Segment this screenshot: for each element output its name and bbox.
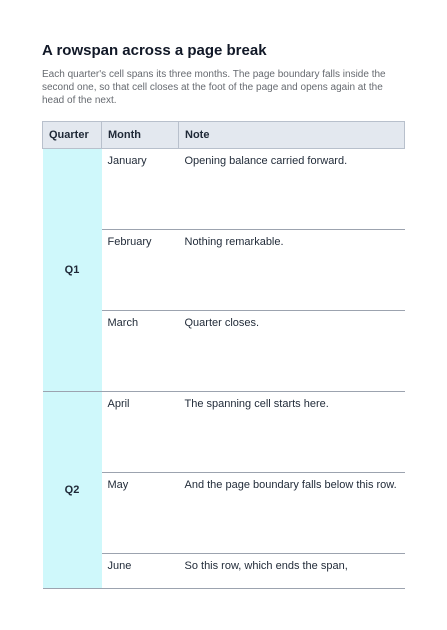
quarter-cell-q2: Q2 bbox=[43, 392, 102, 589]
month-cell: May bbox=[102, 473, 179, 554]
table-row bbox=[43, 149, 405, 230]
note-cell: Opening balance carried forward. bbox=[179, 149, 405, 230]
month-cell: January bbox=[102, 149, 179, 230]
document-title: A rowspan across a page break bbox=[42, 42, 267, 59]
note-cell: The spanning cell starts here. bbox=[179, 392, 405, 473]
note-cell: And the page boundary falls below this row. bbox=[179, 473, 405, 554]
column-header-note: Note bbox=[179, 122, 405, 149]
table-header-row bbox=[43, 122, 405, 149]
column-header-quarter: Quarter bbox=[43, 122, 102, 149]
document-intro: Each quarter's cell spans its three months. The page boundary falls inside the second one, so that cell closes at the foot of the page and opens again at the head of the next. bbox=[42, 69, 386, 106]
month-cell: April bbox=[102, 392, 179, 473]
quarters-table bbox=[42, 121, 405, 589]
month-cell: March bbox=[102, 311, 179, 392]
column-header-month: Month bbox=[102, 122, 179, 149]
note-cell: Nothing remarkable. bbox=[179, 230, 405, 311]
quarter-cell-q1: Q1 bbox=[43, 149, 102, 392]
table-row bbox=[43, 392, 405, 473]
note-cell: So this row, which ends the span, bbox=[179, 554, 405, 589]
month-cell: February bbox=[102, 230, 179, 311]
note-cell: Quarter closes. bbox=[179, 311, 405, 392]
month-cell: June bbox=[102, 554, 179, 589]
